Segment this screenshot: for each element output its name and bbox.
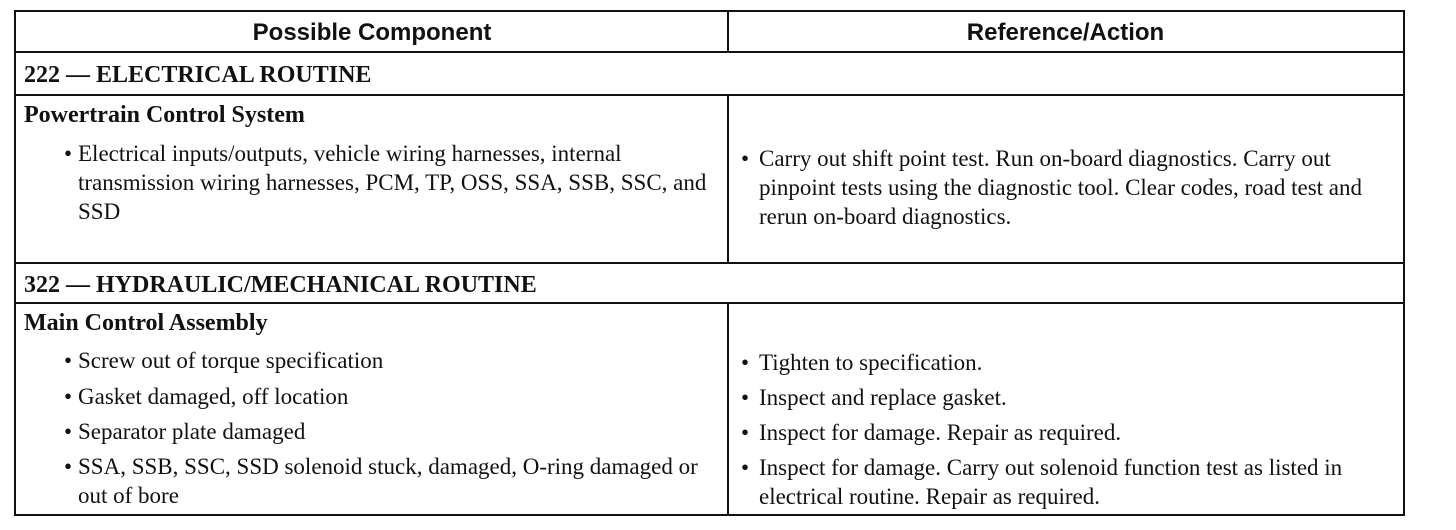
bullet: • [64, 384, 73, 409]
bullet: • [741, 420, 750, 445]
action-item: • Carry out shift point test. Run on-board diagnostics. Carry out pinpoint tests using the diagnostic tool. Clear codes, road test and rerun on-board diagnostics. [741, 146, 1363, 229]
action-item: • Tighten to specification. [741, 350, 983, 375]
diagnostic-table [14, 10, 1405, 516]
component-item: • Separator plate damaged [64, 419, 306, 444]
bullet: • [64, 419, 73, 444]
bullet: • [64, 141, 73, 166]
bullet: • [741, 385, 750, 410]
component-item: • SSA, SSB, SSC, SSD solenoid stuck, damaged, O-ring damaged or out of bore [64, 454, 698, 508]
bullet: • [741, 350, 750, 375]
component-item: • Electrical inputs/outputs, vehicle wiring harnesses, internal transmission wiring harnesses, PCM, TP, OSS, SSA, SSB, SSC, and SSD [64, 141, 707, 224]
header-possible-component: Possible Component [252, 19, 492, 46]
component-item: • Screw out of torque specification [64, 348, 384, 373]
bullet: • [64, 454, 73, 479]
component-item: • Gasket damaged, off location [64, 384, 349, 409]
section-title: 322 — HYDRAULIC/MECHANICAL ROUTINE [16, 264, 1403, 304]
column-divider [727, 304, 729, 514]
action-item: • Inspect for damage. Carry out solenoid function test as listed in electrical routine. Repair as required. [741, 455, 1343, 509]
group-title: Main Control Assembly [24, 310, 268, 336]
column-divider [727, 96, 729, 264]
section-title: 222 — ELECTRICAL ROUTINE [16, 53, 1403, 96]
bullet: • [741, 455, 750, 480]
bullet: • [64, 348, 73, 373]
bullet: • [741, 146, 750, 171]
header-reference-action: Reference/Action [966, 19, 1165, 46]
table-header [16, 12, 1403, 53]
group-title: Powertrain Control System [24, 102, 305, 128]
action-item: • Inspect and replace gasket. [741, 385, 1007, 410]
action-item: • Inspect for damage. Repair as required. [741, 420, 1122, 445]
section-body [16, 96, 1403, 264]
section-body [16, 304, 1403, 514]
column-divider [727, 12, 729, 53]
